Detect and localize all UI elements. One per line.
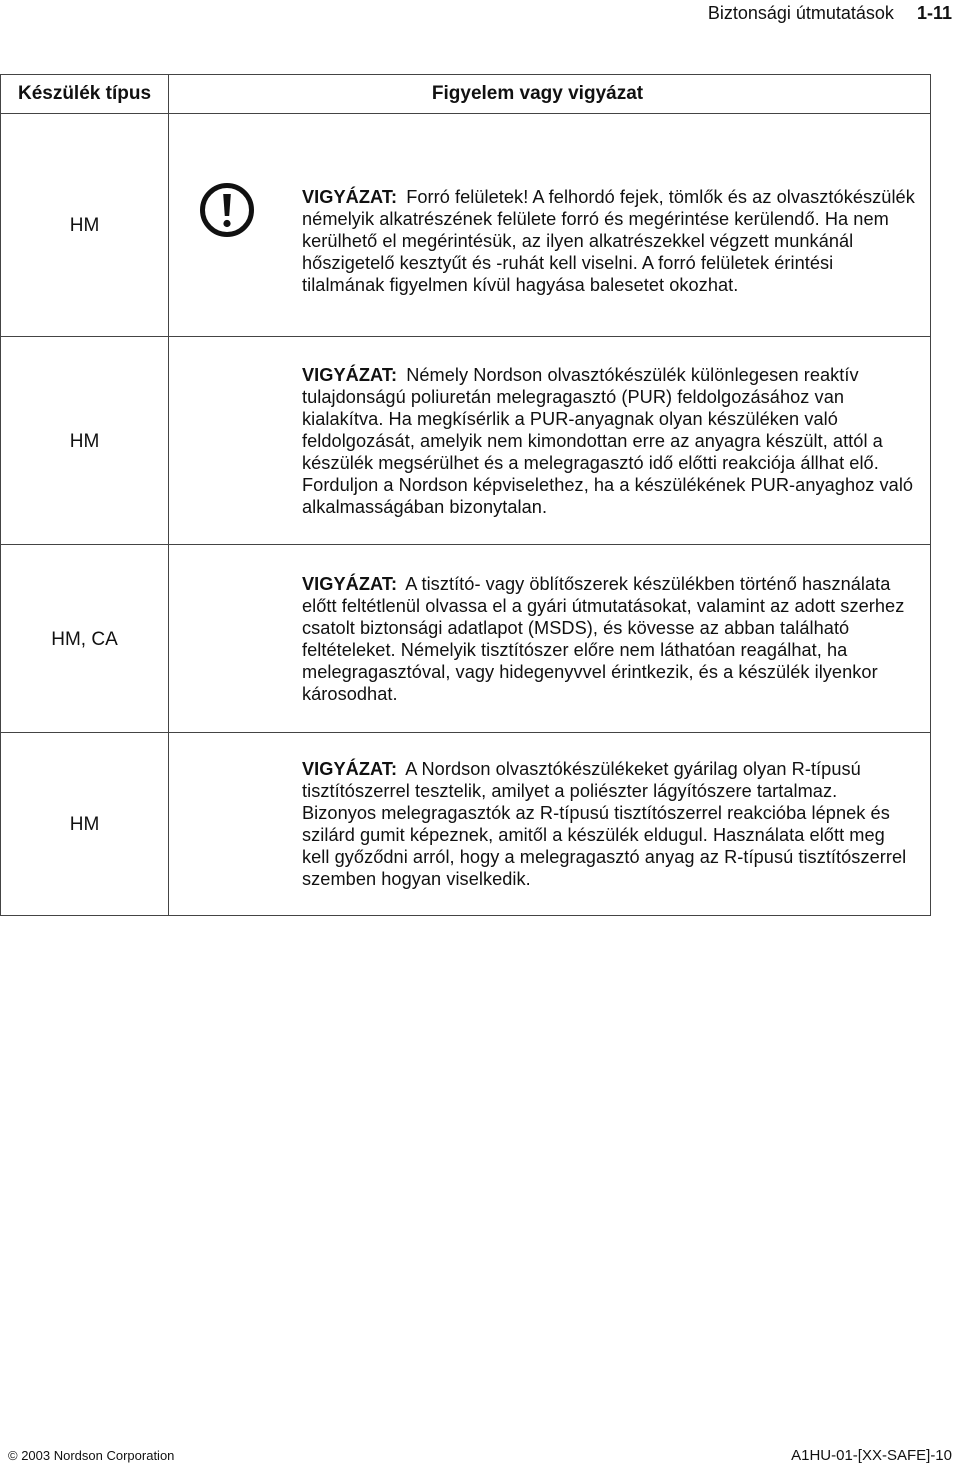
- warning-cell: [169, 337, 931, 545]
- warning-text: [302, 364, 916, 518]
- warning-label: VIGYÁZAT:: [302, 364, 398, 385]
- device-type-cell: HM: [1, 114, 169, 337]
- device-type-cell: HM: [1, 337, 169, 545]
- page-footer: [8, 1447, 952, 1465]
- warning-exclamation-icon: [199, 182, 255, 238]
- copyright-notice: © 2003 Nordson Corporation: [8, 1448, 175, 1463]
- warning-cell: [169, 545, 931, 733]
- column-header-warning: [169, 75, 931, 114]
- safety-table: [0, 74, 931, 916]
- table-row: [1, 337, 931, 545]
- document-code: A1HU-01-[XX-SAFE]-10: [791, 1447, 952, 1464]
- table-row: [1, 545, 931, 733]
- table-header-row: [1, 75, 931, 114]
- page-header: [708, 0, 952, 26]
- section-title: Biztonsági útmutatások: [707, 3, 894, 23]
- warning-cell: [169, 733, 931, 916]
- warning-body: Forró felületek! A felhordó fejek, tömlők és az olvasztókészülék némelyik alkatrészének felülete forró és megérintése kerülendő. Ha nem kerülhető el megérintésük, az ilyen alkatrészekkel végzett munkánál hőszigetelő kesztyűt és -ruhát kell viselni. A forró felületek érintési tilalmának figyelmen kívül hagyása balesetet okozhat.: [302, 187, 915, 295]
- page-number: 1-11: [916, 3, 952, 23]
- device-type-cell: HM, CA: [1, 545, 169, 733]
- warning-label: VIGYÁZAT:: [302, 759, 398, 779]
- warning-text: [302, 573, 916, 705]
- device-type-cell: HM: [1, 733, 169, 916]
- table-row: [1, 114, 931, 337]
- warning-cell: [169, 114, 931, 337]
- warning-body: A Nordson olvasztókészülékeket gyárilag olyan R-típusú tisztítószerrel tesztelik, amilyet a poliészter lágyítószere tartalmaz. Bizonyos melegragasztók az R-típusú tisztítószerrel reakcióba lépnek és szilárd gumit képeznek, amitől a készülék eldugul. Használata előtt meg kell győződni arról, hogy a melegragasztó anyag az R-típusú tisztítószerrel szemben hogyan viselkedik.: [302, 759, 907, 889]
- warning-label: VIGYÁZAT:: [302, 187, 398, 207]
- warning-text: [302, 154, 916, 296]
- column-header-device-type: Készülék típus: [1, 75, 169, 114]
- warning-body: Némely Nordson olvasztókészülék különlegesen reaktív tulajdonságú poliuretán melegragasztó (PUR) feldolgozásához van kialakítva. Ha megkísérlik a PUR-anyagnak olyan készüléken való feldolgozását, amelyik nem kimondottan erre az anyagra készült, attól a készülék megsérülhet és a melegragasztó idő előtti reakciója állhat elő. Forduljon a Nordson képviselethez, ha a készülékének PUR-anyaghoz való alkalmasságában bizonytalan.: [302, 364, 914, 517]
- warning-text: [302, 758, 916, 890]
- column-header-warning-label: Figyelem vagy vigyázat: [431, 83, 644, 104]
- warning-body: A tisztító- vagy öblítőszerek készülékben történő használata előtt feltétlenül olvassa el a gyári útmutatásokat, valamint az adott szerhez csatolt biztonsági adatlapot (MSDS), és kövesse az abban található feltételeket. Némelyik tisztítószer előre nem láthatóan reagálhat, ha melegragasztóval, vagy hidegenyvvel érintkezik, és a készülék ilyenkor károsodhat.: [302, 573, 905, 704]
- warning-label: VIGYÁZAT:: [302, 573, 398, 594]
- table-row: [1, 733, 931, 916]
